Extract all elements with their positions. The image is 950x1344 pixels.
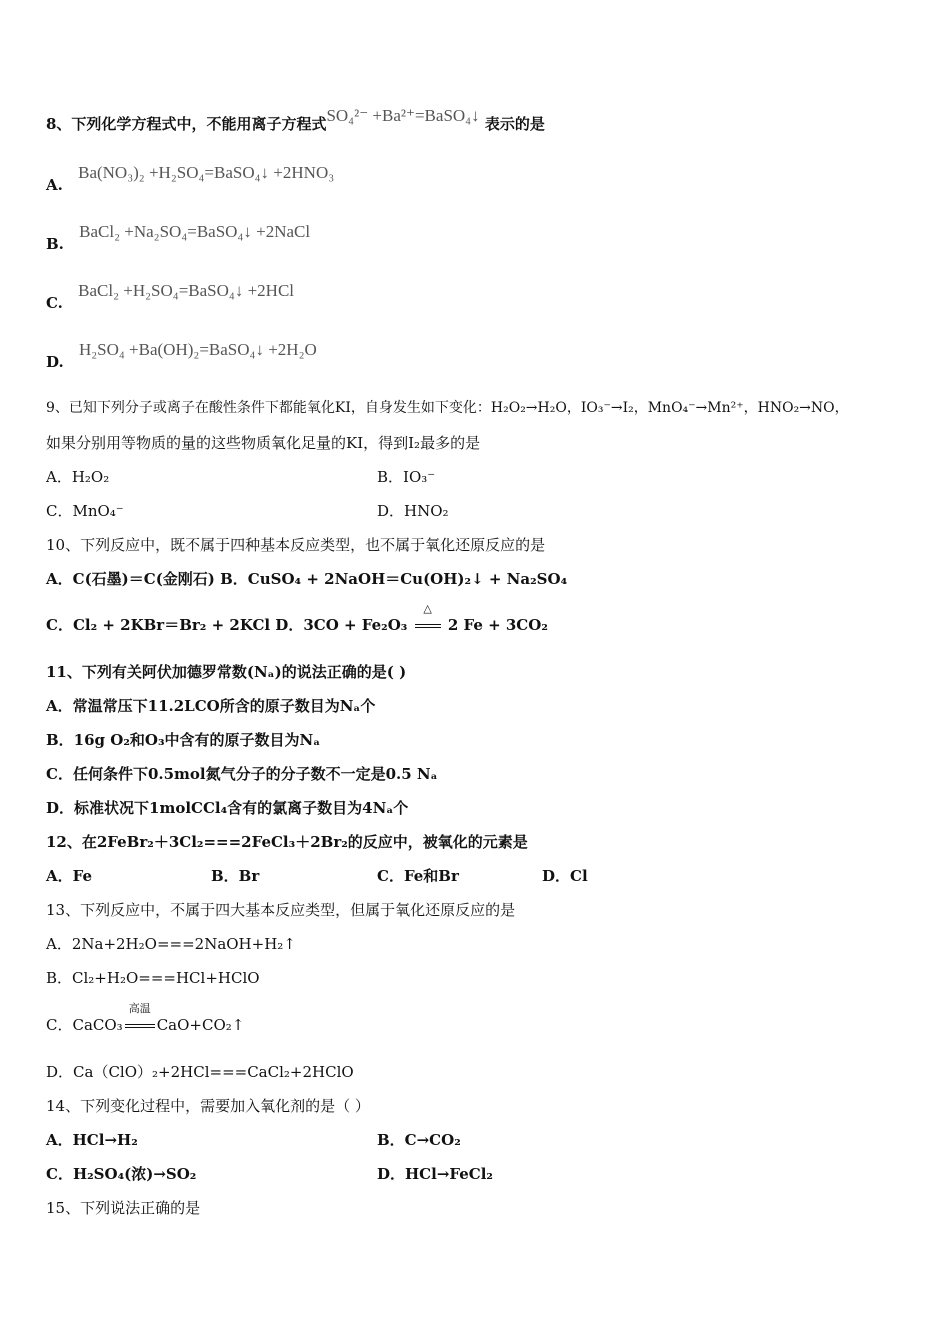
q11-option-b: B．16g O₂和O₃中含有的原子数目为Nₐ: [46, 731, 321, 749]
q9-stem-line2: 如果分别用等物质的量的这些物质氧化足量的KI，得到I₂最多的是: [46, 434, 481, 452]
q8-option-c: [46, 281, 295, 312]
heat-triangle-icon: △: [423, 602, 432, 615]
q8-option-d-equation: H₂SO₄ +Ba(OH)₂=BaSO₄↓ +2H₂O: [78, 340, 317, 359]
q10-options-cd-text: C．Cl₂ + 2KBr＝Br₂ + 2KCl D．3CO + Fe₂O₃: [46, 616, 408, 634]
q9-option-d: D．HNO₂: [377, 502, 449, 520]
q8-ionic-equation: SO₄²⁻ +Ba²⁺=BaSO₄↓: [326, 106, 480, 125]
q9-stem-line1: 9、已知下列分子或离子在酸性条件下都能氧化KI，自身发生如下变化：H₂O₂→H₂O，IO₃⁻→I₂，MnO₄⁻→Mn²⁺，HNO₂→NO，: [46, 400, 849, 416]
q9-option-c: C．MnO₄⁻: [46, 502, 124, 520]
q8-option-d-label: D.: [46, 353, 64, 371]
q13-stem: 13、下列反应中，不属于四大基本反应类型，但属于氧化还原反应的是: [46, 901, 516, 919]
q8-option-a: [46, 163, 335, 194]
q14-stem: 14、下列变化过程中，需要加入氧化剂的是（ ）: [46, 1097, 370, 1115]
q12-option-d: D．Cl: [542, 867, 588, 885]
q10-heat-arrow: [413, 602, 443, 635]
q9-option-a: A．H₂O₂: [46, 468, 110, 486]
q12-option-c: C．Fe和Br: [377, 867, 459, 885]
q11-stem: 11、下列有关阿伏加德罗常数(Nₐ)的说法正确的是( ): [46, 663, 407, 681]
q13-option-c: [46, 1002, 245, 1035]
q11-option-c: C．任何条件下0.5mol氮气分子的分子数不一定是0.5 Nₐ: [46, 765, 438, 783]
q14-option-c: C．H₂SO₄(浓)→SO₂: [46, 1165, 197, 1183]
q10-options-ab: A．C(石墨)＝C(金刚石) B．CuSO₄ + 2NaOH＝Cu(OH)₂↓ + Na₂SO₄: [46, 570, 568, 588]
q13-option-d: D．Ca（ClO）₂+2HCl===CaCl₂+2HClO: [46, 1063, 354, 1081]
q13-option-c-pre: C．CaCO₃: [46, 1016, 123, 1034]
q13-option-a: A．2Na+2H₂O===2NaOH+H₂↑: [46, 935, 296, 953]
q8-stem-post: 表示的是: [484, 115, 545, 133]
q8-stem-pre: 8、下列化学方程式中，不能用离子方程式: [46, 115, 327, 133]
q9-row1: [46, 467, 109, 487]
q10-option-d-tail: 2 Fe + 3CO₂: [447, 616, 548, 634]
q13-option-c-post: CaO+CO₂↑: [156, 1016, 245, 1034]
q14-option-b: B．C→CO₂: [377, 1131, 461, 1149]
q11-option-d: D．标准状况下1molCCl₄含有的氯离子数目为4Nₐ个: [46, 799, 409, 817]
q12-option-b: B．Br: [211, 867, 260, 885]
q13-option-b: B．Cl₂+H₂O===HCl+HClO: [46, 969, 260, 987]
q8-stem: [46, 106, 545, 134]
q10-stem: 10、下列反应中，既不属于四种基本反应类型，也不属于氧化还原反应的是: [46, 536, 546, 554]
q8-option-a-label: A.: [46, 176, 63, 194]
q8-option-b-equation: BaCl₂ +Na₂SO₄=BaSO₄↓ +2NaCl: [79, 222, 311, 241]
q15-stem: 15、下列说法正确的是: [46, 1199, 201, 1217]
q8-option-c-equation: BaCl₂ +H₂SO₄=BaSO₄↓ +2HCl: [78, 281, 295, 300]
q13-condition-label: 高温: [128, 1002, 151, 1015]
q10-options-cd: [46, 602, 548, 635]
q12-stem: 12、在2FeBr₂＋3Cl₂===2FeCl₃＋2Br₂的反应中，被氧化的元素是: [46, 833, 528, 851]
q8-option-a-equation: Ba(NO₃)₂ +H₂SO₄=BaSO₄↓ +2HNO₃: [78, 163, 335, 182]
q8-option-c-label: C.: [46, 294, 63, 312]
q11-option-a: A．常温常压下11.2LCO所含的原子数目为Nₐ个: [46, 697, 376, 715]
q8-option-b: [46, 222, 311, 253]
q8-option-b-label: B.: [46, 235, 64, 253]
q8-option-d: [46, 340, 317, 371]
q13-high-temp-arrow: [123, 1002, 157, 1035]
q12-option-a: A．Fe: [46, 867, 93, 885]
q14-option-a: A．HCl→H₂: [46, 1131, 138, 1149]
q9-option-b: B．IO₃⁻: [377, 468, 436, 486]
q14-option-d: D．HCl→FeCl₂: [377, 1165, 493, 1183]
